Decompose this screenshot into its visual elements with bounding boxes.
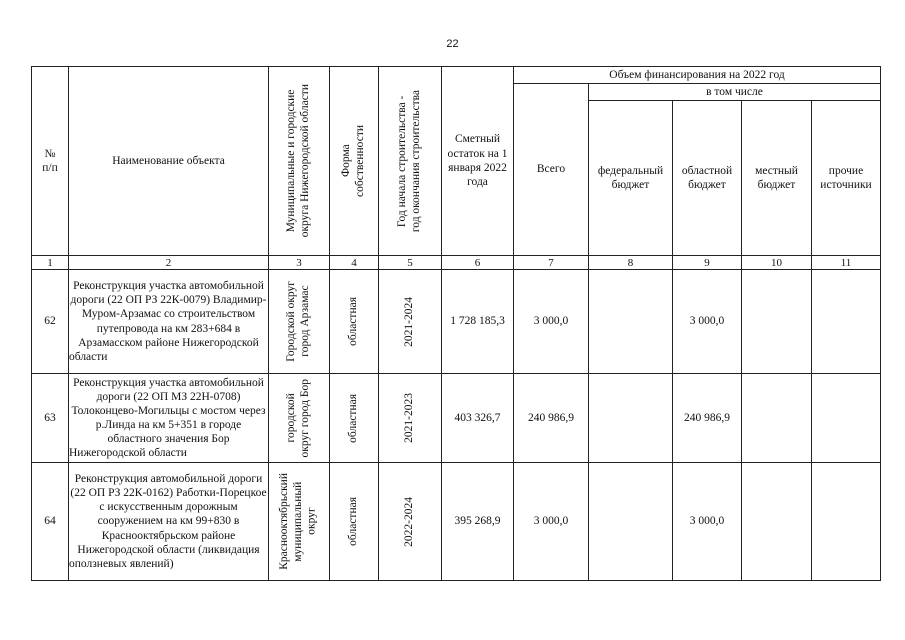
header-federal: федеральный бюджет [589,101,673,256]
ownership-cell: областная [330,270,379,374]
municipality-cell: Краснооктябрьский муниципальный округ [269,463,330,581]
estimate-cell: 395 268,9 [442,463,514,581]
column-number: 3 [269,256,330,270]
federal-cell [589,270,673,374]
table-row [32,463,881,581]
header-estimate: Сметный остаток на 1 января 2022 года [442,67,514,256]
header-ownership: Форма собственности [330,67,379,256]
header-including: в том числе [589,84,881,101]
regional-cell: 3 000,0 [673,270,742,374]
column-number: 7 [514,256,589,270]
total-cell: 240 986,9 [514,374,589,463]
local-cell [742,270,812,374]
column-number: 5 [379,256,442,270]
header-total: Всего [514,84,589,256]
header-regional: областной бюджет [673,101,742,256]
other-cell [812,463,881,581]
other-cell [812,374,881,463]
total-cell: 3 000,0 [514,270,589,374]
local-cell [742,374,812,463]
column-numbers-row [32,256,881,270]
column-number: 9 [673,256,742,270]
object-name: Реконструкция автомобильной дороги (22 ОП РЗ 22К-0162) Работки-Порецкое с искусственным дорожным сооружением на км 99+830 в Краснооктябрьском районе Нижегородской области (ликвидация оползневых явлений) [69,463,269,581]
header-financing: Объем финансирования на 2022 год [514,67,881,84]
column-number: 2 [69,256,269,270]
header-municipality: Муниципальные и городские округа Нижегородской области [269,67,330,256]
column-number: 4 [330,256,379,270]
ownership-cell: областная [330,463,379,581]
header-other: прочие источники [812,101,881,256]
column-number: 1 [32,256,69,270]
table-row [32,270,881,374]
header-years: Год начала строительства - год окончания строительства [379,67,442,256]
column-number: 8 [589,256,673,270]
municipality-cell: городской округ город Бор [269,374,330,463]
years-cell: 2021-2024 [379,270,442,374]
local-cell [742,463,812,581]
page-number: 22 [446,38,459,50]
municipality-cell: Городской округ город Арзамас [269,270,330,374]
table-row [32,374,881,463]
row-num: 62 [32,270,69,374]
object-name: Реконструкция участка автомобильной дороги (22 ОП МЗ 22Н-0708) Толоконцево-Могильцы с мостом через р.Линда на км 5+351 в городе областного значения Бор Нижегородской области [69,374,269,463]
regional-cell: 240 986,9 [673,374,742,463]
financing-table [31,66,881,581]
years-cell: 2022-2024 [379,463,442,581]
federal-cell [589,463,673,581]
column-number: 11 [812,256,881,270]
estimate-cell: 403 326,7 [442,374,514,463]
estimate-cell: 1 728 185,3 [442,270,514,374]
header-local: местный бюджет [742,101,812,256]
total-cell: 3 000,0 [514,463,589,581]
federal-cell [589,374,673,463]
column-number: 6 [442,256,514,270]
regional-cell: 3 000,0 [673,463,742,581]
row-num: 63 [32,374,69,463]
column-number: 10 [742,256,812,270]
row-num: 64 [32,463,69,581]
ownership-cell: областная [330,374,379,463]
years-cell: 2021-2023 [379,374,442,463]
header-name: Наименование объекта [69,67,269,256]
header-num: № п/п [32,67,69,256]
object-name: Реконструкция участка автомобильной дороги (22 ОП РЗ 22К-0079) Владимир-Муром-Арзамас со строительством путепровода на км 283+684 в Арзамасском районе Нижегородской области [69,270,269,374]
other-cell [812,270,881,374]
